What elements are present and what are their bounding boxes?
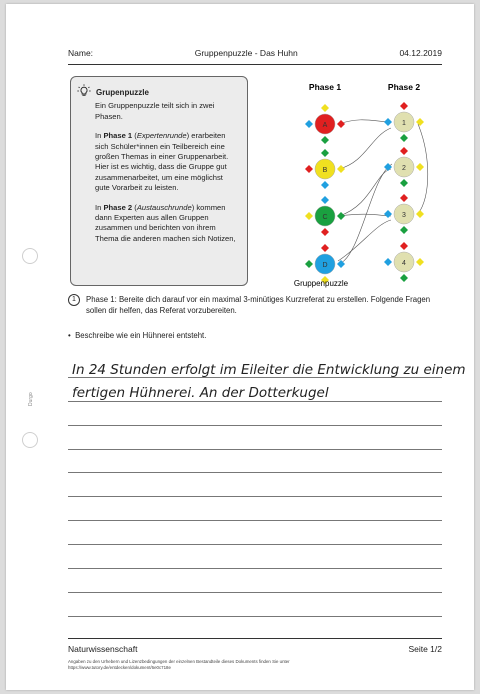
info-box-title-row: [77, 84, 239, 101]
writing-line[interactable]: [68, 521, 442, 545]
connection-line: [338, 220, 391, 261]
member-marker: [384, 210, 392, 218]
home-group-label: 1: [402, 120, 406, 127]
info-box-body: [95, 101, 239, 244]
writing-line[interactable]: [68, 593, 442, 617]
phase1-label: Phase 1: [308, 82, 342, 92]
phase1-paren: (: [132, 131, 137, 141]
member-marker: [384, 118, 392, 126]
task-number: 1: [68, 294, 80, 306]
member-marker: [305, 260, 313, 268]
member-marker: [321, 149, 329, 157]
phase1-text: ) erarbeiten sich Schüler*innen ein Teilbereich eine großen Themas in einer Gruppenarbeit. Hier ist es wichtig, dass die Gruppe gut zusammenarbeitet, um eine möglichst gute Vorarbeit zu leisten.: [95, 131, 229, 193]
member-marker: [321, 228, 329, 236]
home-group-label: 3: [402, 212, 406, 219]
diagram-connections: [338, 120, 428, 264]
expert-group: [305, 149, 345, 189]
punch-hole-top: [22, 248, 38, 264]
member-marker: [416, 258, 424, 266]
answer-line-2: fertigen Hühnerei. An der Dotterkugel: [72, 385, 329, 401]
member-marker: [400, 134, 408, 142]
expert-group-label: C: [322, 214, 328, 221]
expert-group: [305, 196, 345, 236]
member-marker: [400, 226, 408, 234]
home-group: [384, 147, 424, 187]
name-label: Name:: [68, 48, 94, 58]
connection-line: [339, 169, 391, 216]
phase1-strong: Phase 1: [103, 131, 133, 141]
member-marker: [400, 274, 408, 282]
diagram-caption: Gruppenpuzzle: [293, 279, 349, 288]
answer-line-1: In 24 Stunden erfolgt im Eileiter die Entwicklung zu einem: [72, 362, 466, 378]
footer-subject: Naturwissenschaft: [68, 644, 138, 654]
phase2-prefix: In: [95, 202, 104, 212]
member-marker: [416, 163, 424, 171]
member-marker: [305, 120, 313, 128]
member-marker: [400, 242, 408, 250]
member-marker: [321, 181, 329, 189]
connection-line: [339, 214, 391, 216]
home-group: [384, 194, 424, 234]
member-marker: [400, 147, 408, 155]
footer-page: Seite 1/2: [408, 644, 442, 654]
legal-url[interactable]: https://www.tutory.de/entdecken/dokument/6e0c718e: [68, 665, 171, 670]
phase1-em: Expertenrunde: [136, 131, 187, 141]
bullet-text: Beschreibe wie ein Hühnerei entsteht.: [75, 331, 207, 340]
writing-line[interactable]: [68, 497, 442, 521]
expert-group: [305, 244, 345, 284]
diagram-groups: [305, 102, 424, 284]
home-group: [384, 102, 424, 142]
expert-group-label: D: [322, 262, 328, 269]
member-marker: [321, 136, 329, 144]
member-marker: [321, 104, 329, 112]
member-marker: [337, 120, 345, 128]
writing-line[interactable]: [68, 402, 442, 426]
phase2-strong: Phase 2: [103, 202, 133, 212]
member-marker: [384, 163, 392, 171]
phase2-paren: (: [132, 202, 137, 212]
header: [68, 48, 442, 58]
member-marker: [400, 102, 408, 110]
sidebar-label: Durgo: [28, 392, 34, 406]
info-phase1: [95, 131, 239, 193]
writing-line[interactable]: [68, 473, 442, 497]
writing-line[interactable]: [68, 545, 442, 569]
home-group-label: 2: [402, 165, 406, 172]
bullet-item: • Beschreibe wie ein Hühnerei entsteht.: [68, 331, 207, 340]
punch-hole-bottom: [22, 432, 38, 448]
member-marker: [321, 244, 329, 252]
task-text: Phase 1: Bereite dich darauf vor ein maximal 3-minütiges Kurzreferat zu erstellen. Folgende Fragen sollen dir helfen, das Referat vorzubereiten.: [86, 295, 431, 315]
member-marker: [337, 212, 345, 220]
member-marker: [305, 165, 313, 173]
member-marker: [337, 165, 345, 173]
expert-group-label: B: [322, 167, 328, 174]
legal-notice: [68, 659, 290, 671]
member-marker: [400, 194, 408, 202]
info-intro: Ein Gruppenpuzzle teilt sich in zwei Phasen.: [95, 101, 215, 121]
member-marker: [416, 210, 424, 218]
task-1: [68, 294, 442, 316]
footer: [68, 644, 442, 654]
info-box-title: Grupenpuzzle: [96, 87, 149, 97]
phase2-em: Austauschrunde: [136, 202, 192, 212]
phase2-label: Phase 2: [387, 82, 421, 92]
writing-line[interactable]: [68, 569, 442, 593]
footer-divider: [68, 638, 442, 639]
gruppenpuzzle-diagram: [291, 76, 441, 291]
legal-text: Angaben zu den Urhebern und Lizenzbedingungen der einzelnen Bestandteile dieses Dokuments finden Sie unter: [68, 659, 290, 664]
writing-line[interactable]: [68, 426, 442, 450]
header-divider: [68, 64, 442, 65]
lightbulb-icon: [77, 84, 91, 101]
member-marker: [305, 212, 313, 220]
phase1-prefix: In: [95, 131, 104, 141]
info-phase2: [95, 203, 239, 245]
connection-line: [339, 128, 391, 169]
page-title: Gruppenpuzzle - Das Huhn: [194, 48, 298, 58]
member-marker: [400, 179, 408, 187]
connection-line: [339, 120, 391, 124]
phase2-text: ) kommen dann Experten aus allen Gruppen zusammen und berichten von ihrem Thema die anderen machen sich Notizen,: [95, 202, 236, 243]
home-group-label: 4: [402, 260, 406, 267]
member-marker: [416, 118, 424, 126]
member-marker: [321, 196, 329, 204]
expert-group-label: A: [322, 122, 328, 129]
writing-line[interactable]: [68, 450, 442, 474]
home-group: [384, 242, 424, 282]
worksheet-page: [6, 4, 474, 690]
info-box: [70, 76, 248, 286]
expert-group: [305, 104, 345, 144]
header-date: 04.12.2019: [399, 48, 442, 58]
member-marker: [384, 258, 392, 266]
